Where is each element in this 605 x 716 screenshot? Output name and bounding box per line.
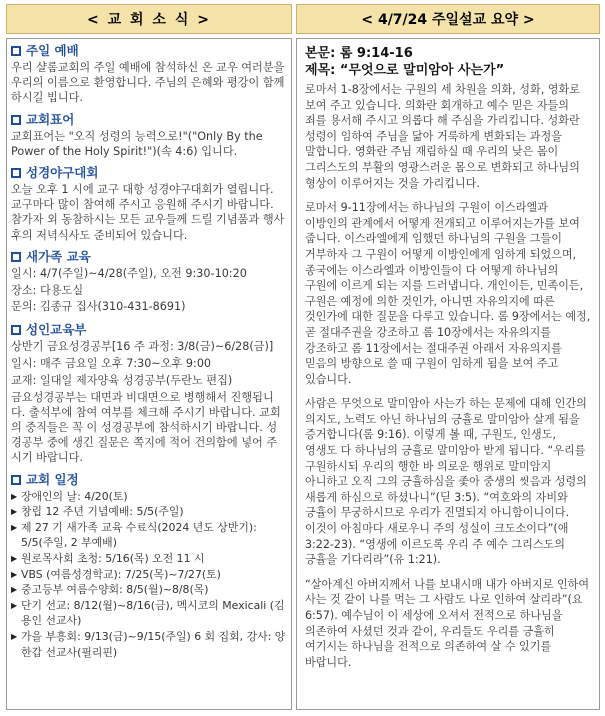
adult-body: 금요성경공부는 대면과 비대면으로 병행해서 진행됩니다. 출석부에 참여 여부를 체크해 주시기 바랍니다. 교회의 중직들은 꼭 이 성경공부에 참석하시기 바랍니다. 성경공부 중에 생긴 질문은 쪽지에 적어 건의함에 넣어 주시기 바랍니다.	[11, 390, 281, 465]
schedule-item: ▶ 중고등부 여름수양회: 8/5(월)~8/8(목)	[11, 582, 287, 598]
new-family-contact: 문의: 김종규 집사(310-431-8691)	[11, 300, 186, 314]
youth-title: 성경야구대회	[26, 165, 99, 181]
square-bullet-icon	[11, 252, 21, 262]
new-family-date: 일시: 4/7(주일)~4/28(주일), 오전 9:30-10:20	[11, 266, 247, 280]
adult-course: 상반기 금요성경공부[16 주 과정: 3/8(금)~6/28(금)]	[11, 340, 274, 354]
square-bullet-icon	[11, 168, 21, 178]
sermon-summary-header: < 4/7/24 주일설교 요약 >	[296, 4, 600, 34]
new-family-section	[11, 249, 287, 316]
new-family-place: 장소: 다용도실	[11, 283, 84, 297]
motto-section	[11, 112, 287, 159]
motto-body: 교회표어는 "오직 성령의 능력으로!"("Only By the Power of the Holy Spirit!")(속 4:6) 입니다.	[11, 129, 263, 158]
adult-textbook: 교재: 일대일 제자양육 성경공부(두란노 편집)	[11, 373, 233, 387]
sermon-paragraph: 사람은 무엇으로 말미암아 사는가 하는 문제에 대해 인간의 의지도, 노력도 아닌 하나님의 긍휼로 말미암아 살게 됨을 증거합니다(롬 9:16). 이렇게 볼 때, 구원도, 인생도, 영생도 다 하나님의 긍휼로 말미암아 받게 됩니다. “우리를 구원하시되 우리의 행한 바 의로운 행위로 말미암지 아니하고 오직 그의 긍휼하심을 좇아 중생의 씻음과 성령의 새롭게 하심으로 하셨나니”(딛 3:5). “여호와의 자비와 긍휼이 무궁하시므로 우리가 진멸되지 아니함이니이다. 이것이 아침마다 새로우니 주의 성실이 크도소이다”(애 3:22-23). “영생에 이르도록 우리 주 예수 그리스도의 긍휼을 기다리라”(유 1:21).	[305, 397, 587, 567]
sermon-summary-panel	[296, 38, 600, 710]
schedule-item: ▶ 가을 부흥회: 9/13(금)~9/15(주일) 6 회 집회, 강사: 양한갑 선교사(필리핀)	[11, 629, 287, 660]
adult-education-section	[11, 322, 287, 465]
worship-title: 주일 예배	[26, 43, 79, 58]
schedule-item: ▶ VBS (여름성경학교): 7/25(목)~7/27(토)	[11, 567, 287, 583]
sermon-paragraph: 로마서 9-11장에서는 하나님의 구원이 이스라엘과 이방인의 관계에서 어떻게 전개되고 이루어지는가를 보여 줍니다. 이스라엘에게 임했던 하나님의 구원을 그들이 거부하자 그 구원이 어떻게 이방인에게 임하게 되었으며, 종국에는 이스라엘과 이방인들이 다 어떻게 하나님의 구원에 이르게 되는 지를 드러냅니다. 개인이든, 민족이든, 구원은 예정에 의한 것인가, 아니면 자유의지에 따른 것인가에 대한 질문을 다루고 있습니다. 롬 9장에서는 예정, 곧 절대주권을 강조하고 롬 10장에서는 자유의지를 강조하고 롬 11장에서는 절대주권 아래서 자유의지를 믿음의 방향으로 쓸 때 구원이 임하게 됨을 보여 주고 있습니다.	[305, 201, 591, 386]
square-bullet-icon	[11, 115, 21, 125]
church-news-panel	[6, 38, 292, 710]
new-family-title: 새가족 교육	[26, 248, 91, 264]
sermon-title: 제목: “무엇으로 말미암아 사는가”	[305, 63, 505, 78]
worship-section	[11, 43, 287, 106]
adult-time: 일시: 매주 금요일 오후 7:30~오후 9:00	[11, 357, 212, 371]
schedule-item: ▶ 원로목사회 초청: 5/16(목) 오전 11 시	[11, 551, 287, 567]
sermon-paragraph: “살아계신 아버지께서 나를 보내시매 내가 아버지로 인하여 사는 것 같이 나를 먹는 그 사람도 나로 인하여 살리라”(요 6:57). 예수님이 이 세상에 오셔서 전적으로 하나님을 의존하여 사셨던 것과 같이, 우리들도 우리를 긍휼히 여기시는 하나님을 전적으로 의존하여 살 수 있기를 바랍니다.	[305, 577, 590, 669]
schedule-item: ▶ 장애인의 날: 4/20(토)	[11, 489, 287, 505]
square-bullet-icon	[11, 46, 21, 56]
worship-body: 우리 샬롬교회의 주일 예배에 참석하신 온 교우 여러분을 우리의 이름으로 환영합니다. 주님의 은혜와 평강이 함께 하시길 빕니다.	[11, 61, 285, 105]
youth-body: 오늘 오후 1 시에 교구 대항 성경야구대회가 열립니다. 교구마다 많이 참여해 주시고 응원해 주시기 바랍니다. 참가자 외 동참하시는 모든 교우들께 드릴 기념품과 행사 후의 저녁식사도 준비되어 있습니다.	[11, 183, 285, 242]
schedule-item: ▶ 제 27 기 새가족 교육 수료식(2024 년도 상반기): 5/5(주일, 2 부예배)	[11, 520, 287, 551]
schedule-list	[11, 489, 287, 661]
youth-section	[11, 165, 287, 243]
schedule-item: ▶ 단기 선교: 8/12(월)~8/16(금), 멕시코의 Mexicali (김용인 선교사)	[11, 598, 287, 629]
schedule-title: 교회 일정	[26, 471, 79, 487]
square-bullet-icon	[11, 475, 21, 485]
sermon-scripture: 본문: 롬 9:14-16	[305, 46, 413, 61]
square-bullet-icon	[11, 325, 21, 335]
schedule-section	[11, 472, 287, 661]
church-news-header: < 교 회 소 식 >	[6, 4, 292, 34]
motto-title: 교회표어	[26, 111, 75, 127]
adult-education-title: 성인교육부	[26, 322, 87, 338]
sermon-paragraph: 로마서 1-8장에서는 구원의 세 차원을 의화, 성화, 영화로 보여 주고 있습니다. 의화란 회개하고 예수 믿은 자들의 죄를 용서해 주시고 의롭다 해 주심을 가리킵니다. 성화란 성령이 임하여 주님을 닮아 거룩하게 변화되는 과정을 말합니다. 영화란 주님 재림하실 때 우리의 낮은 몸이 그리스도의 부활의 영광스러운 몸으로 변화되고 하나님의 형상이 이루어지는 것을 가리킵니다.	[305, 83, 580, 190]
schedule-item: ▶ 창립 12 주년 기념예배: 5/5(주일)	[11, 504, 287, 520]
